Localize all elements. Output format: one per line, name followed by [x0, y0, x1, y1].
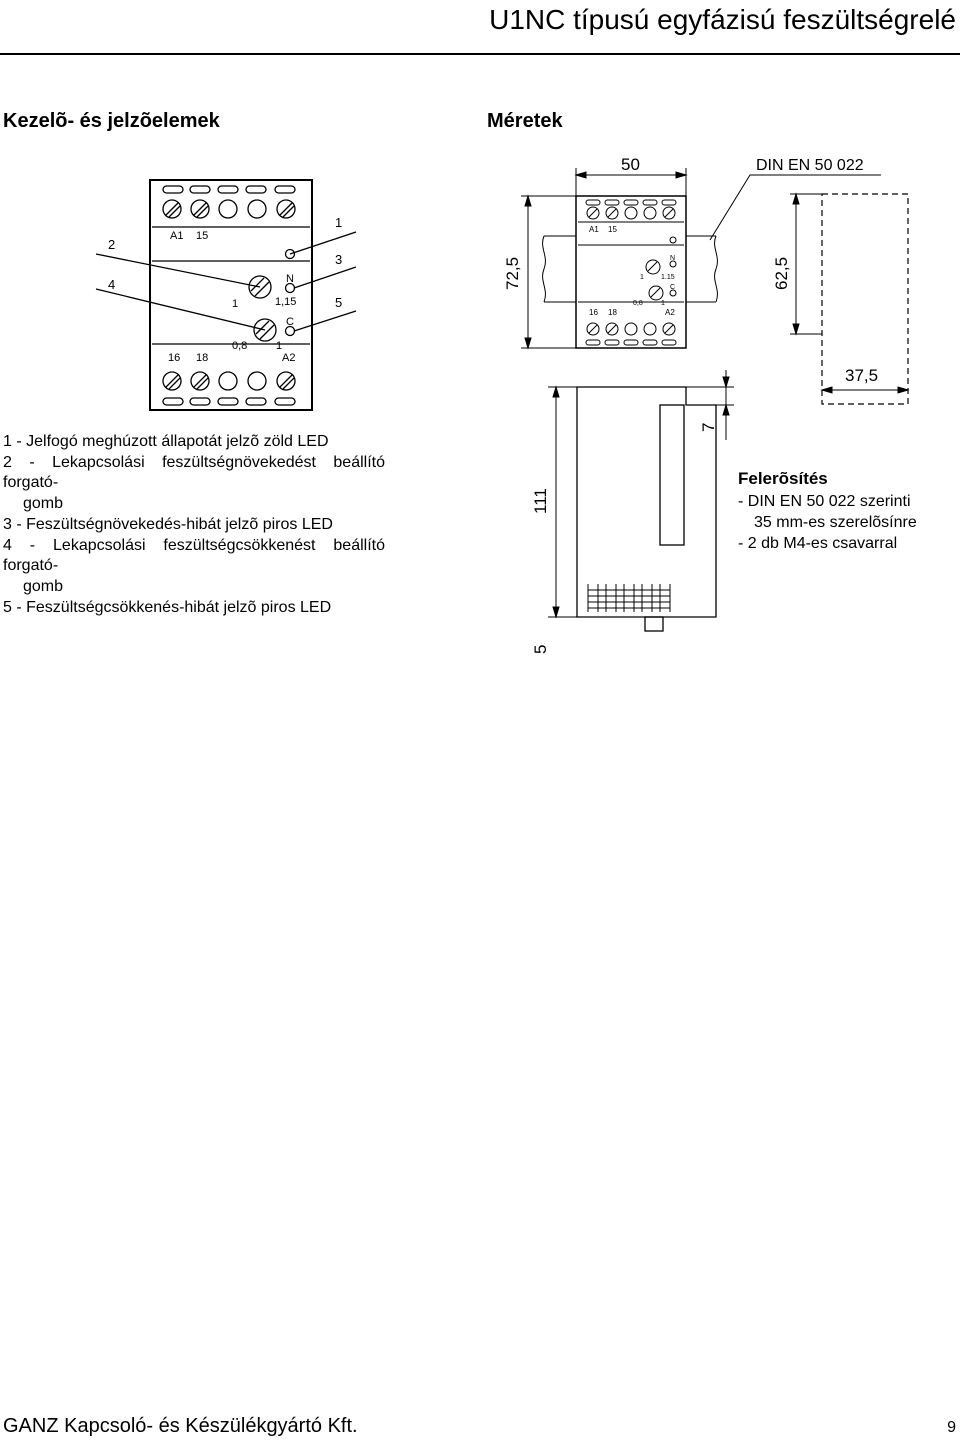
dimension-standard: DIN EN 50 022	[756, 157, 864, 174]
small-terminal-label: 16	[589, 308, 598, 317]
dimension-rail-height: 62,5	[772, 256, 791, 290]
mounting-line: - 2 db M4-es csavarral	[738, 535, 898, 552]
small-mark: C	[670, 284, 676, 291]
small-mark: 0,8	[633, 300, 643, 307]
mounting-block	[738, 468, 917, 554]
mounting-line: - DIN EN 50 022 szerinti	[738, 493, 911, 510]
legend-item	[3, 453, 385, 515]
legend-list	[3, 432, 385, 618]
legend-text: 4 - Lekapcsolási feszültségcsökkenést beállító forgató-	[3, 536, 385, 575]
legend-text: 2 - Lekapcsolási feszültségnövekedést beállító forgató-	[3, 453, 385, 492]
dimension-drawings	[490, 150, 910, 660]
small-mark: 1	[640, 274, 644, 281]
led-label: N	[286, 273, 294, 285]
dimension-rail-width: 37,5	[845, 366, 879, 385]
controls-heading: Kezelõ- és jelzõelemek	[3, 110, 220, 132]
small-terminal-label: 18	[608, 308, 617, 317]
knob-mark: 0,8	[232, 340, 248, 352]
knob-mark: 1	[276, 340, 283, 352]
page-number: 9	[947, 1419, 956, 1436]
terminal-label: 18	[196, 352, 209, 364]
mounting-line: 35 mm-es szerelõsínre	[754, 514, 917, 531]
legend-continuation: gomb	[23, 577, 64, 595]
legend-text: 5 - Feszültségcsökkenés-hibát jelzõ piros LED	[3, 598, 332, 616]
callout-number: 4	[108, 277, 116, 292]
terminal-label: A1	[170, 230, 184, 242]
small-mark: 1	[661, 300, 665, 307]
callout-number: 3	[335, 252, 343, 267]
dimension-width: 50	[621, 155, 640, 174]
knob-mark: 1	[232, 298, 239, 310]
small-terminal-label: 15	[608, 225, 617, 234]
callout-number: 1	[335, 215, 343, 230]
knob-mark: 1,15	[275, 296, 297, 308]
legend-item	[3, 515, 385, 536]
small-terminal-label: A1	[589, 225, 599, 234]
legend-continuation: gomb	[23, 495, 64, 513]
callout-number: 5	[335, 295, 343, 310]
small-mark: N	[670, 255, 676, 262]
dimension-height: 72,5	[503, 256, 522, 290]
title-rule	[0, 53, 960, 55]
mounting-title: Felerõsítés	[738, 469, 828, 488]
legend-item	[3, 536, 385, 598]
front-panel-drawing	[0, 170, 370, 415]
callout-number: 2	[108, 237, 116, 252]
dimensions-heading: Méretek	[487, 110, 563, 132]
terminal-label: 15	[196, 230, 209, 242]
small-mark: 1.15	[661, 274, 675, 281]
terminal-label: 16	[168, 352, 181, 364]
terminal-label: A2	[282, 352, 296, 364]
dimension-top-offset: 7	[699, 422, 718, 432]
legend-text: 3 - Feszültségnövekedés-hibát jelzõ piros LED	[3, 515, 333, 533]
page-title: U1NC típusú egyfázisú feszültségrelé	[489, 4, 956, 35]
legend-item	[3, 598, 385, 619]
legend-text: 1 - Jelfogó meghúzott állapotát jelzõ zöld LED	[3, 433, 329, 450]
led-label: C	[286, 316, 294, 328]
dimension-bottom-offset: 5	[531, 644, 550, 654]
dimension-depth: 111	[531, 488, 550, 514]
footer-company: GANZ Kapcsoló- és Készülékgyártó Kft.	[3, 1415, 358, 1437]
legend-item	[3, 432, 385, 453]
small-terminal-label: A2	[665, 308, 675, 317]
